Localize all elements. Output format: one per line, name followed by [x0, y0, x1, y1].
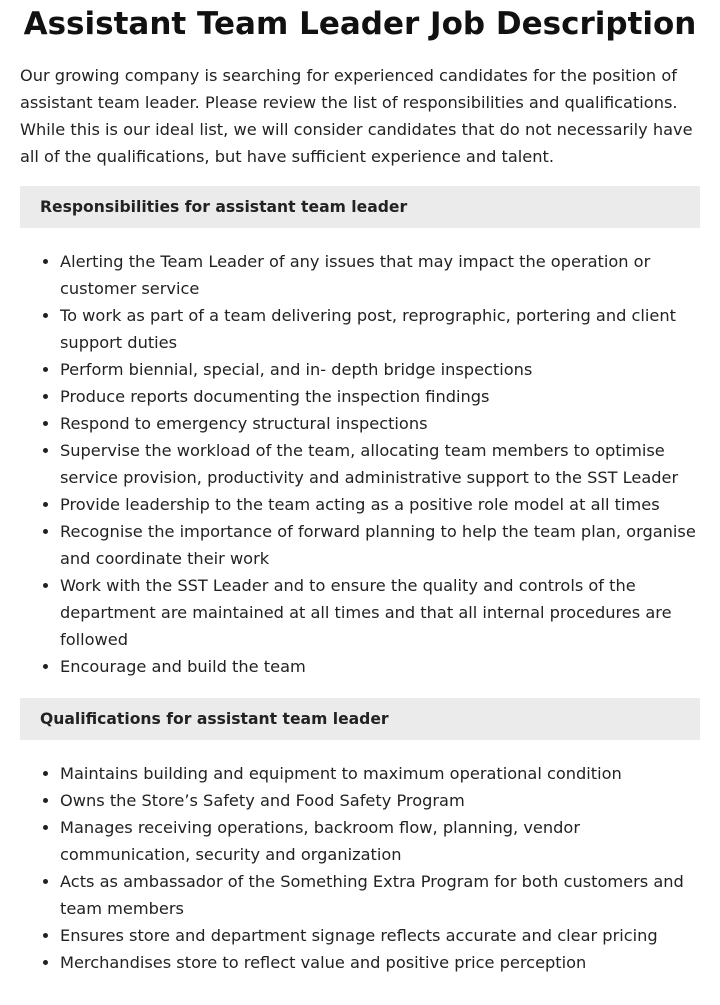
list-item: • Provide leadership to the team acting as a positive role model at all times: [60, 491, 700, 518]
list-item: • Acts as ambassador of the Something Extra Program for both customers and team members: [60, 868, 700, 922]
list-item: • Perform biennial, special, and in- depth bridge inspections: [60, 356, 700, 383]
page-title: Assistant Team Leader Job Description: [23, 6, 697, 42]
list-item: • Manages receiving operations, backroom flow, planning, vendor communication, security and organization: [60, 814, 700, 868]
responsibilities-heading: Responsibilities for assistant team leader: [20, 186, 700, 228]
intro-paragraph: Our growing company is searching for experienced candidates for the position of assistant team leader. Please review the list of responsibilities and qualifications. While this is our ideal list, we will consider candidates that do not necessarily have all of the qualifications, but have sufficient experience and talent.: [20, 66, 693, 166]
list-item: • Recognise the importance of forward planning to help the team plan, organise and coordinate their work: [60, 518, 700, 572]
list-item: • Work with the SST Leader and to ensure the quality and controls of the department are maintained at all times and that all internal procedures are followed: [60, 572, 700, 653]
list-item: • To work as part of a team delivering post, reprographic, portering and client support duties: [60, 302, 700, 356]
list-item: • Maintains building and equipment to maximum operational condition: [60, 760, 700, 787]
list-item: • Ensures store and department signage reflects accurate and clear pricing: [60, 922, 700, 949]
qualifications-list: [20, 760, 700, 976]
list-item: • Alerting the Team Leader of any issues that may impact the operation or customer service: [60, 248, 700, 302]
responsibilities-list: [20, 248, 700, 680]
list-item: • Supervise the workload of the team, allocating team members to optimise service provision, productivity and administrative support to the SST Leader: [60, 437, 700, 491]
list-item: • Owns the Store’s Safety and Food Safety Program: [60, 787, 700, 814]
list-item: • Respond to emergency structural inspections: [60, 410, 700, 437]
qualifications-heading: Qualifications for assistant team leader: [20, 698, 700, 740]
list-item: • Produce reports documenting the inspection findings: [60, 383, 700, 410]
job-description-page: [0, 2, 720, 976]
list-item: • Encourage and build the team: [60, 653, 700, 680]
list-item: • Merchandises store to reflect value and positive price perception: [60, 949, 700, 976]
